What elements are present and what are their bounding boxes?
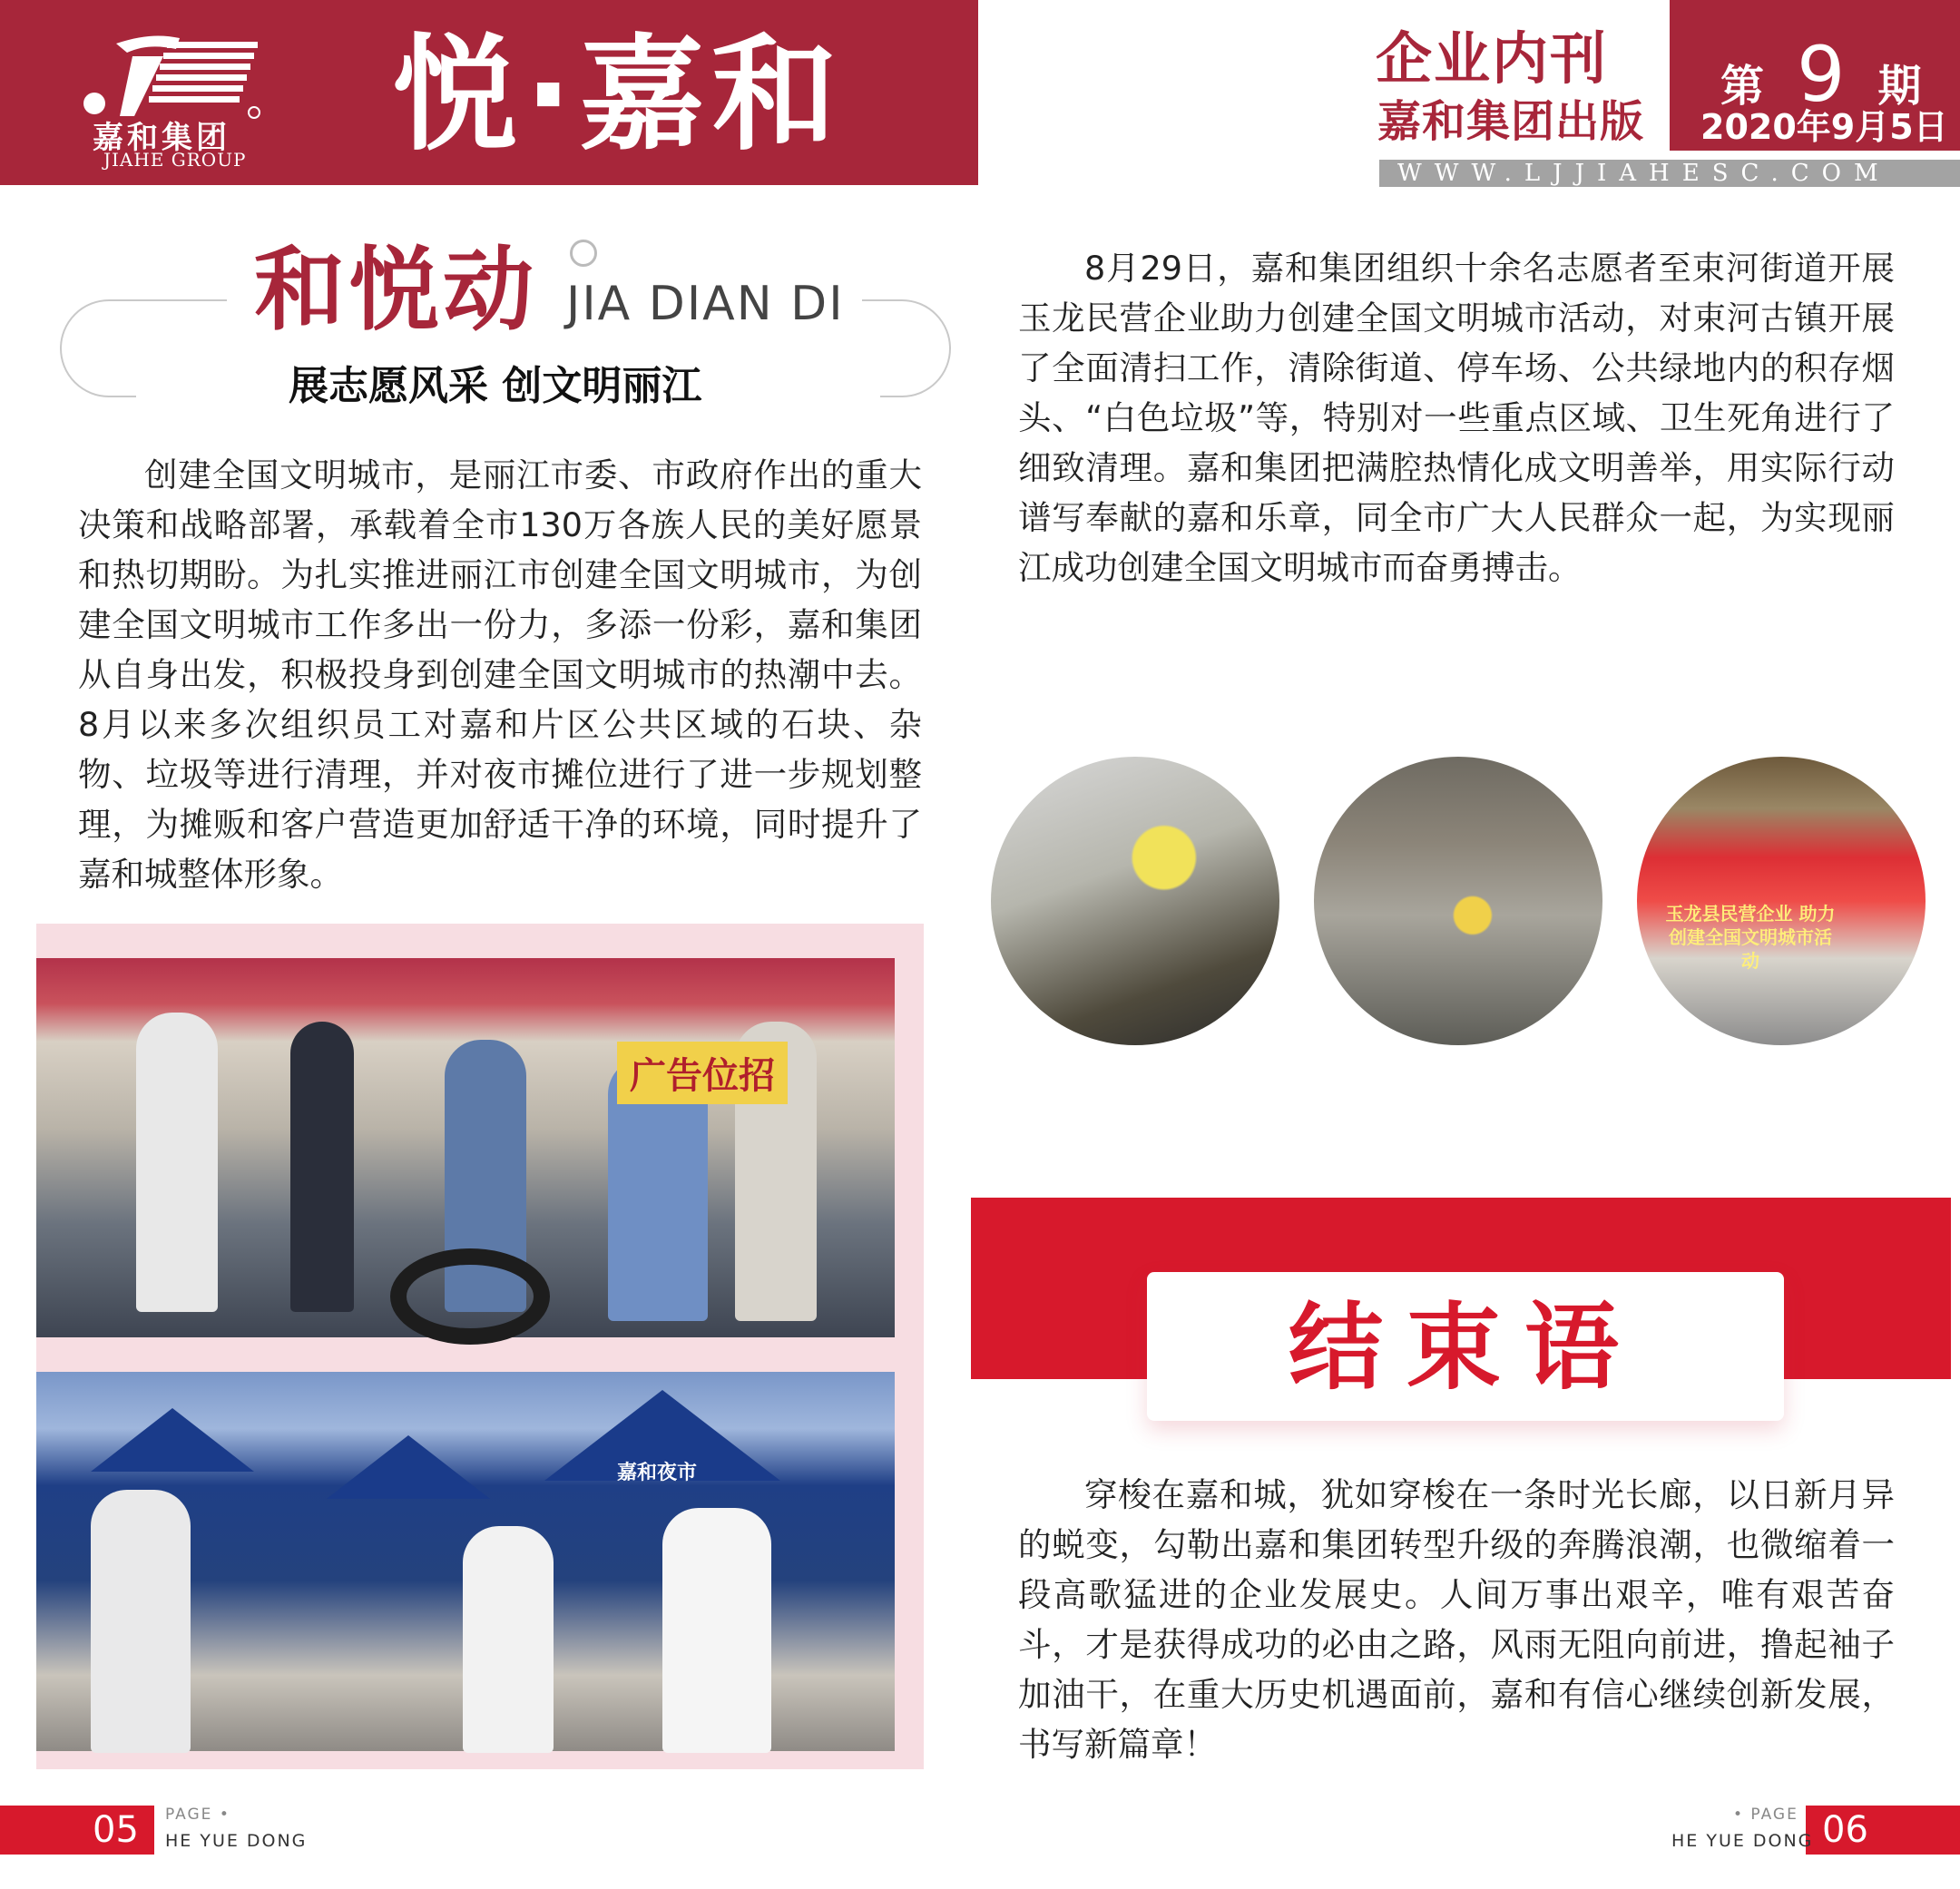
issue-suffix: 期 — [1877, 61, 1922, 112]
closing-body — [1018, 1470, 1895, 1769]
left-paragraph: 创建全国文明城市，是丽江市委、市政府作出的重大决策和战略部署，承载着全市130万各族人民的美好愿景和热切期盼。为扎实推进丽江市创建全国文明城市，为创建全国文明城市工作多出一份力，多添一份彩，嘉和集团从自身出发，积极投身到创建全国文明城市的热潮中去。8月以来多次组织员工对嘉和片区公共区域的石块、杂物、垃圾等进行清理，并对夜市摊位进行了进一步规划整理，为摊贩和客户营造更加舒适干净的环境，同时提升了嘉和城整体形象。 — [78, 455, 922, 894]
logo-chinese-name: 嘉和集团 — [93, 120, 230, 156]
tent-shape — [327, 1435, 490, 1499]
figure-person — [91, 1490, 191, 1753]
issue-date: 2020年9月5日 — [1700, 107, 1948, 147]
publication-type: 企业内刊 — [1376, 25, 1609, 92]
decorative-ring-icon — [570, 240, 597, 267]
figure-person — [290, 1022, 354, 1312]
issue-prefix: 第 — [1720, 61, 1765, 112]
photo-circle-group-banner — [1637, 757, 1926, 1045]
right-paragraph: 8月29日，嘉和集团组织十余名志愿者至束河街道开展玉龙民营企业助力创建全国文明城市活动，对束河古镇开展了全面清扫工作，清除街道、停车场、公共绿地内的积存烟头、“白色垃圾”等，特别对一些重点区域、卫生死角进行了细致清理。嘉和集团把满腔热情化成文明善举，用实际行动谱写奉献的嘉和乐章，同全市广大人民群众一起，为实现丽江成功创建全国文明城市而奋勇搏击。 — [1018, 249, 1895, 587]
left-page-label: PAGE • — [165, 1806, 230, 1824]
section-title: 和悦动 — [254, 237, 537, 343]
right-article-body — [1018, 243, 1895, 592]
figure-person — [463, 1526, 554, 1753]
section-title-english: JIA DIAN DI — [566, 277, 845, 331]
website-url: WWW.LJJIAHESC.COM — [1397, 160, 1891, 187]
ad-sign: 广告位招 — [617, 1042, 788, 1104]
issue-number: 9 — [1797, 30, 1846, 119]
logo-english-name: JIAHE GROUP — [103, 149, 247, 171]
left-page-number: 05 — [93, 1809, 139, 1851]
left-section-name: HE YUE DONG — [165, 1831, 308, 1851]
section-subtitle: 展志愿风采 创文明丽江 — [289, 363, 702, 409]
right-page-number: 06 — [1822, 1809, 1868, 1851]
photo-night-market-tents — [36, 1372, 895, 1751]
publisher: 嘉和集团出版 — [1377, 96, 1645, 147]
photo-cleanup-tires — [36, 958, 895, 1337]
tire-shape — [390, 1248, 550, 1345]
right-section-name: HE YUE DONG — [1671, 1831, 1814, 1851]
closing-title: 结束语 — [1288, 1291, 1642, 1403]
closing-paragraph: 穿梭在嘉和城，犹如穿梭在一条时光长廊，以日新月异的蜕变，勾勒出嘉和集团转型升级的奔腾浪潮，也微缩着一段高歌猛进的企业发展史。人间万事出艰辛，唯有艰苦奋斗，才是获得成功的必由之路，风雨无阻向前进，撸起袖子加油干，在重大历史机遇面前，嘉和有信心继续创新发展，书写新篇章！ — [1018, 1475, 1895, 1764]
tent-shape — [91, 1408, 254, 1472]
tent-sign: 嘉和夜市 — [617, 1462, 698, 1484]
left-article-body — [78, 450, 922, 899]
banner-text: 玉龙县民营企业 助力创建全国文明城市活动 — [1665, 903, 1836, 972]
right-page-label: • PAGE — [1733, 1806, 1798, 1824]
magazine-title: 悦·嘉和 — [392, 22, 845, 168]
photo-circle-ancient-town-street — [1314, 757, 1602, 1045]
photo-circle-volunteer-sweeping — [991, 757, 1279, 1045]
figure-person — [136, 1013, 218, 1312]
jiahe-logo-icon — [80, 25, 261, 125]
figure-person — [662, 1508, 771, 1753]
